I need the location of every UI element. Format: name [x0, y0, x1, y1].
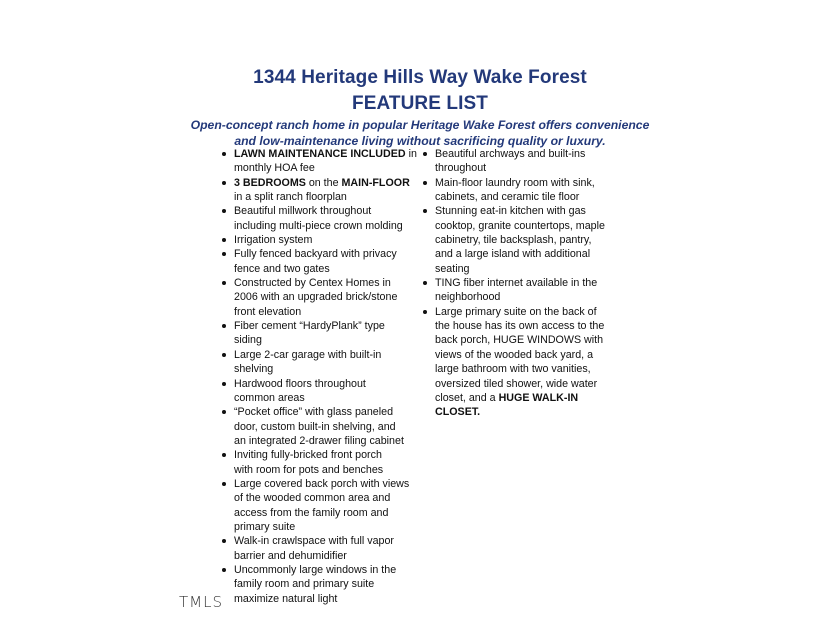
list-item: TING fiber internet available in the neighborhood: [423, 276, 609, 305]
list-item: Main-floor laundry room with sink, cabinets, and ceramic tile floor: [423, 176, 609, 205]
page-title: 1344 Heritage Hills Way Wake Forest: [253, 67, 587, 88]
list-item: Stunning eat-in kitchen with gas cooktop, granite countertops, maple cabinetry, tile backsplash, pantry, and a large island with additional seating: [423, 204, 609, 276]
list-item: Beautiful archways and built-ins throughout: [423, 147, 609, 176]
list-item: Fully fenced backyard with privacy fence and two gates: [222, 247, 418, 276]
intro-line: and low-maintenance living without sacrificing quality or luxury.: [234, 134, 606, 148]
feature-list-left: [222, 147, 418, 606]
list-item: Large primary suite on the back of the house has its own access to the back porch, HUGE WINDOWS with views of the wooded back yard, a large bathroom with two vanities, oversized tiled shower, wide water closet, and a HUGE WALK-IN CLOSET.: [423, 305, 609, 420]
intro-line: Open-concept ranch home in popular Heritage Wake Forest offers convenience: [190, 118, 650, 132]
list-item: Constructed by Centex Homes in 2006 with an upgraded brick/stone front elevation: [222, 276, 418, 319]
page-subtitle-heading: FEATURE LIST: [352, 93, 488, 114]
list-item: Fiber cement “HardyPlank” type siding: [222, 319, 418, 348]
list-item: Walk-in crawlspace with full vapor barrier and dehumidifier: [222, 534, 418, 563]
list-item: Beautiful millwork throughout including multi-piece crown molding: [222, 204, 418, 233]
list-item: Irrigation system: [222, 233, 418, 247]
list-item: Inviting fully-bricked front porch with room for pots and benches: [222, 448, 418, 477]
intro-tagline: [160, 117, 680, 149]
list-item: Large 2-car garage with built-in shelving: [222, 348, 418, 377]
list-item: LAWN MAINTENANCE INCLUDED in monthly HOA fee: [222, 147, 418, 176]
mls-watermark: TMLS: [179, 593, 223, 611]
list-item: “Pocket office” with glass paneled door, custom built-in shelving, and an integrated 2-drawer filing cabinet: [222, 405, 418, 448]
feature-list-right: [423, 147, 609, 420]
list-item: Large covered back porch with views of the wooded common area and access from the family room and primary suite: [222, 477, 418, 534]
list-item: Hardwood floors throughout common areas: [222, 377, 418, 406]
list-item: Uncommonly large windows in the family room and primary suite maximize natural light: [222, 563, 418, 606]
list-item: 3 BEDROOMS on the MAIN-FLOOR in a split ranch floorplan: [222, 176, 418, 205]
